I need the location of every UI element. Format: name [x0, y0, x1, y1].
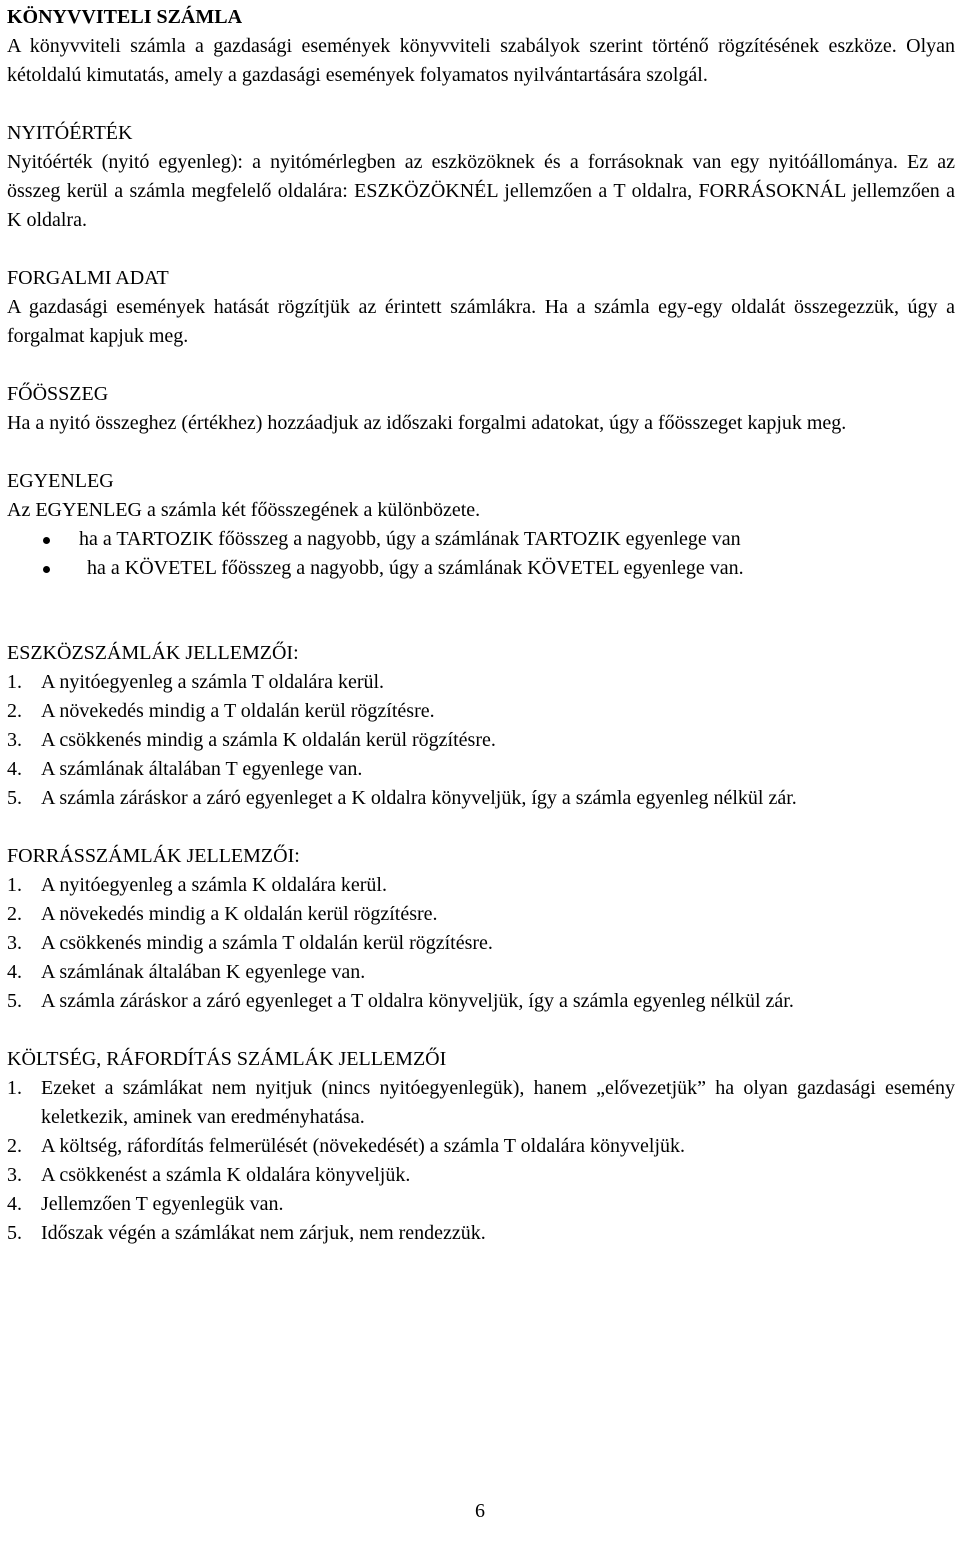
list-item-text: A számlának általában K egyenlege van. — [41, 961, 366, 983]
list-item — [7, 1132, 955, 1161]
section-title: FORRÁSSZÁMLÁK JELLEMZŐI: — [7, 845, 300, 867]
section-title: FORGALMI ADAT — [7, 267, 169, 289]
list-item — [7, 726, 955, 755]
section-egyenleg — [7, 467, 955, 583]
list-item — [7, 784, 955, 813]
list-item — [7, 987, 955, 1016]
list-item — [7, 554, 955, 583]
list-item — [7, 1074, 955, 1132]
list-number: 2. — [7, 700, 22, 722]
numbered-list — [7, 871, 955, 1016]
section-title: ESZKÖZSZÁMLÁK JELLEMZŐI: — [7, 642, 299, 664]
numbered-list — [7, 668, 955, 813]
list-item — [7, 697, 955, 726]
list-number: 2. — [7, 903, 22, 925]
section-konyvviteli-szamla — [7, 3, 955, 90]
list-number: 4. — [7, 1193, 22, 1215]
section-title: EGYENLEG — [7, 470, 114, 492]
list-item-text: Jellemzően T egyenlegük van. — [41, 1193, 284, 1215]
list-item-text: A csökkenés mindig a számla K oldalán kerül rögzítésre. — [41, 729, 496, 751]
list-number: 4. — [7, 758, 22, 780]
list-item — [7, 929, 955, 958]
list-item-text: A növekedés mindig a T oldalán kerül rögzítésre. — [41, 700, 435, 722]
list-item — [7, 668, 955, 697]
list-item-text: A csökkenés mindig a számla T oldalán kerül rögzítésre. — [41, 932, 493, 954]
list-item — [7, 1161, 955, 1190]
list-item-text: A költség, ráfordítás felmerülését (növekedését) a számla T oldalára könyveljük. — [41, 1135, 686, 1157]
list-item-text: ha a KÖVETEL főösszeg a nagyobb, úgy a számlának KÖVETEL egyenlege van. — [87, 557, 744, 579]
section-eszkozszamlak — [7, 639, 955, 813]
section-foosszeg — [7, 380, 955, 438]
list-item-text: A nyitóegyenleg a számla T oldalára kerül. — [41, 671, 385, 693]
list-number: 4. — [7, 961, 22, 983]
section-nyitoertek — [7, 119, 955, 235]
document-page — [7, 3, 955, 1248]
list-item — [7, 871, 955, 900]
list-item-text: Ezeket a számlákat nem nyitjuk (nincs nyitóegyenlegük), hanem „elővezetjük” ha olyan gazdasági esemény keletkezik, aminek van eredményhatása. — [41, 1077, 955, 1128]
section-text: A gazdasági események hatását rögzítjük az érintett számlákra. Ha a számla egy-egy oldalát összegezzük, úgy a forgalmat kapjuk meg. — [7, 296, 955, 347]
list-number: 2. — [7, 1135, 22, 1157]
list-item — [7, 958, 955, 987]
list-number: 3. — [7, 932, 22, 954]
section-text: Nyitóérték (nyitó egyenleg): a nyitómérlegben az eszközöknek és a forrásoknak van egy nyitóállománya. Ez az összeg kerül a számla megfelelő oldalára: ESZKÖZÖKNÉL jellemzően a T oldalra, FORRÁSOKNÁL jellemzően a K oldalra. — [7, 151, 955, 231]
list-number: 3. — [7, 729, 22, 751]
list-item — [7, 900, 955, 929]
list-item-text: A számla záráskor a záró egyenleget a K oldalra könyveljük, így a számla egyenleg nélkül zár. — [41, 787, 797, 809]
section-forrasszamlak — [7, 842, 955, 1016]
section-title: KÖNYVVITELI SZÁMLA — [7, 6, 243, 28]
list-item-text: A nyitóegyenleg a számla K oldalára kerül. — [41, 874, 387, 896]
list-item-text: A csökkenést a számla K oldalára könyveljük. — [41, 1164, 411, 1186]
section-text: Ha a nyitó összeghez (értékhez) hozzáadjuk az időszaki forgalmi adatokat, úgy a főösszeget kapjuk meg. — [7, 412, 847, 434]
list-number: 5. — [7, 990, 22, 1012]
list-item-text: A növekedés mindig a K oldalán kerül rögzítésre. — [41, 903, 438, 925]
list-number: 1. — [7, 671, 22, 693]
page-number: 6 — [475, 1500, 485, 1522]
bullet-icon — [43, 566, 50, 573]
list-item-text: A számlának általában T egyenlege van. — [41, 758, 363, 780]
list-number: 5. — [7, 1222, 22, 1244]
section-title: KÖLTSÉG, RÁFORDÍTÁS SZÁMLÁK JELLEMZŐI — [7, 1048, 447, 1070]
list-item-text: A számla záráskor a záró egyenleget a T oldalra könyveljük, így a számla egyenleg nélkül zár. — [41, 990, 794, 1012]
list-item-text: ha a TARTOZIK főösszeg a nagyobb, úgy a számlának TARTOZIK egyenlege van — [79, 528, 741, 550]
list-number: 1. — [7, 1077, 22, 1099]
list-item — [7, 1190, 955, 1219]
list-item — [7, 755, 955, 784]
section-text: A könyvviteli számla a gazdasági események könyvviteli szabályok szerint történő rögzítésének eszköze. Olyan kétoldalú kimutatás, amely a gazdasági események folyamatos nyilvántartására szolgál. — [7, 35, 955, 86]
section-title: FŐÖSSZEG — [7, 383, 109, 405]
section-forgalmi-adat — [7, 264, 955, 351]
list-item — [7, 525, 955, 554]
section-title: NYITÓÉRTÉK — [7, 122, 133, 144]
list-item-text: Időszak végén a számlákat nem zárjuk, nem rendezzük. — [41, 1222, 486, 1244]
bullet-icon — [43, 537, 50, 544]
numbered-list — [7, 1074, 955, 1248]
list-number: 3. — [7, 1164, 22, 1186]
list-item — [7, 1219, 955, 1248]
list-number: 1. — [7, 874, 22, 896]
section-text: Az EGYENLEG a számla két főösszegének a különbözete. — [7, 499, 481, 521]
section-koltseg-raforditas — [7, 1045, 955, 1248]
list-number: 5. — [7, 787, 22, 809]
bullet-list — [7, 525, 955, 583]
